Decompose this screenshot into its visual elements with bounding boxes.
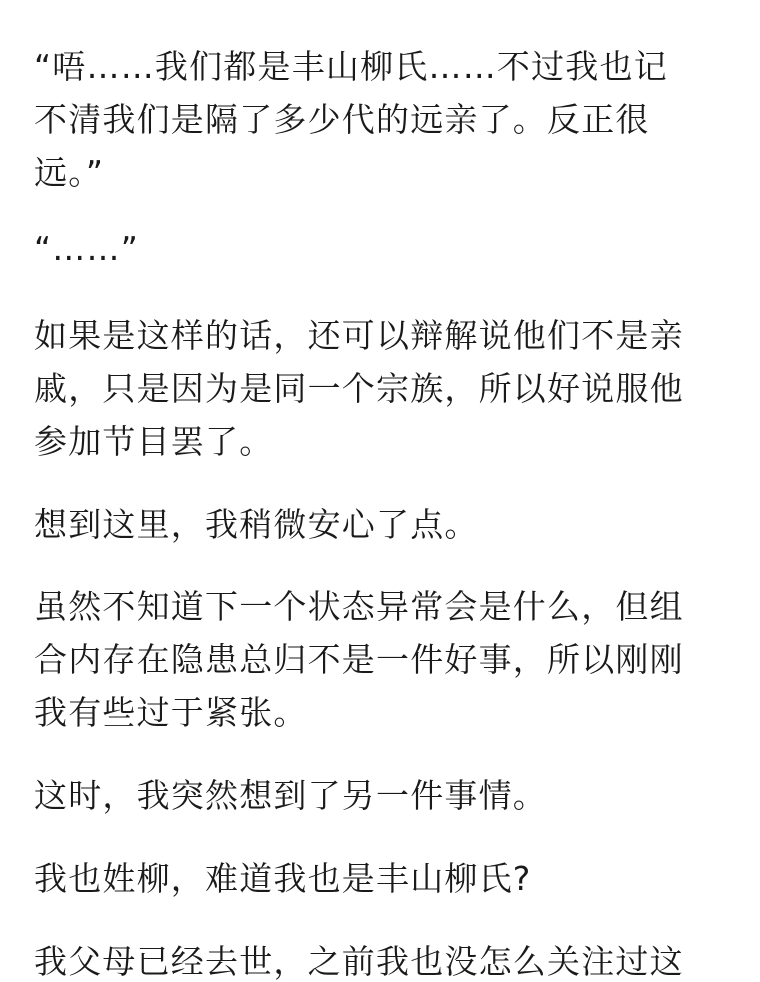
text-line: “……”	[34, 229, 139, 268]
text-line: 如果是这样的话，还可以辩解说他们不是亲	[34, 316, 684, 355]
paragraph-3	[34, 309, 734, 468]
paragraph-5	[34, 580, 734, 739]
text-line: 合内存在隐患总归不是一件好事，所以刚刚	[34, 640, 684, 679]
text-line: 我有些过于紧张。	[34, 693, 308, 732]
text-line: 参加节目罢了。	[34, 422, 274, 461]
paragraph-8	[34, 935, 734, 982]
paragraph-1	[34, 40, 734, 199]
paragraph-4	[34, 498, 734, 551]
text-line: 我父母已经去世，之前我也没怎么关注过这	[34, 942, 684, 981]
text-line: 这时，我突然想到了另一件事情。	[34, 776, 547, 815]
text-line: 虽然不知道下一个状态异常会是什么，但组	[34, 587, 684, 626]
paragraph-7	[34, 852, 734, 905]
text-line: “唔……我们都是丰山柳氏……不过我也记	[34, 47, 668, 86]
paragraph-6	[34, 769, 734, 822]
text-line: 我也姓柳，难道我也是丰山柳氏?	[34, 859, 532, 898]
text-line: 戚，只是因为是同一个宗族，所以好说服他	[34, 369, 684, 408]
paragraph-2	[34, 222, 734, 275]
text-line: 远。”	[34, 153, 105, 192]
text-line: 不清我们是隔了多少代的远亲了。反正很	[34, 100, 650, 139]
text-line: 想到这里，我稍微安心了点。	[34, 505, 479, 544]
